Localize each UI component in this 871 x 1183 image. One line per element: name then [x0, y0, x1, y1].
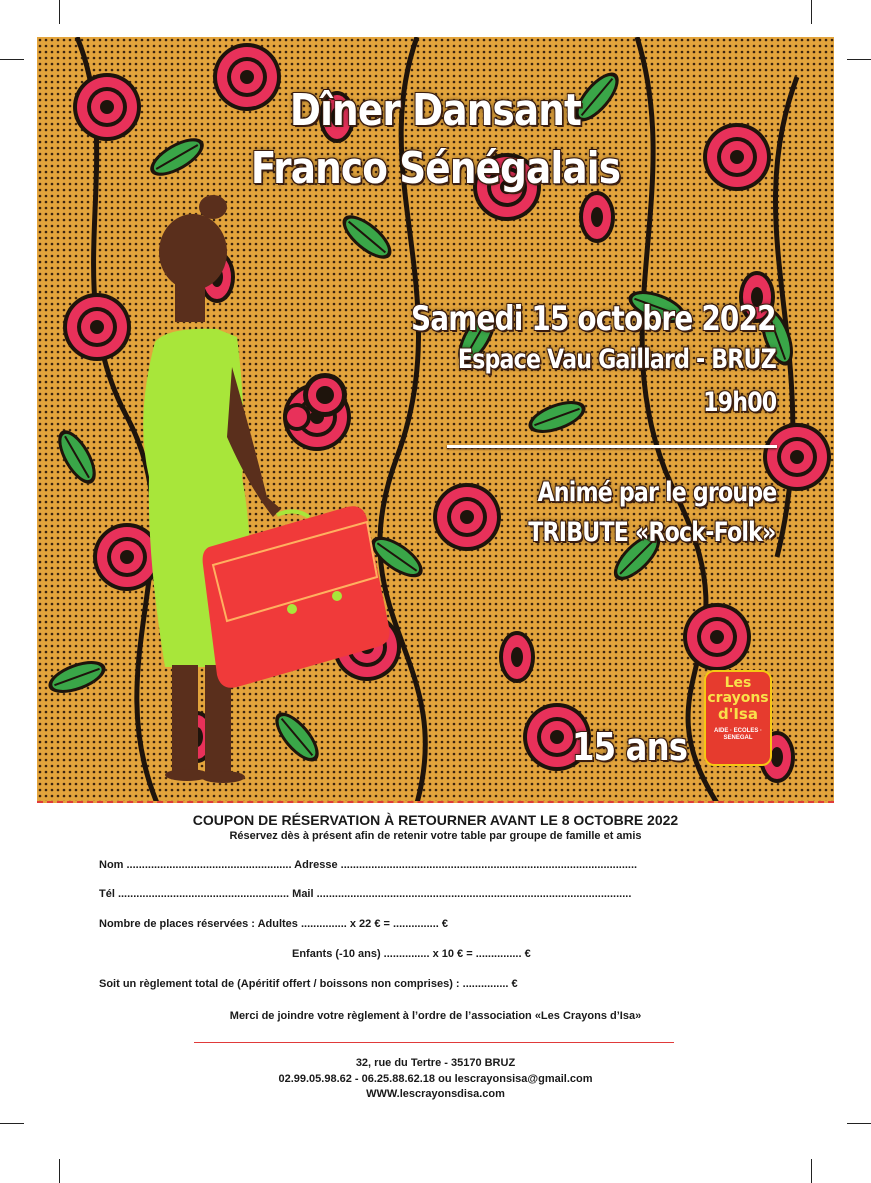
footer-address: 32, rue du Tertre - 35170 BRUZ	[355, 1057, 516, 1069]
crop-mark	[847, 59, 871, 60]
crop-mark	[0, 1123, 24, 1124]
band-line-1: Animé par le groupe	[536, 477, 776, 508]
form-line-name-address[interactable]: Nom ...................................................... Adresse .................................................................................................	[99, 859, 638, 871]
event-venue: Espace Vau Gaillard - BRUZ	[457, 344, 776, 375]
les-crayons-disa-logo	[704, 670, 772, 766]
crop-mark	[59, 1159, 60, 1183]
form-line-children[interactable]: Enfants (-10 ans) ............... x 10 € = ............... €	[292, 948, 531, 960]
logo-line-3: d'Isa	[718, 705, 758, 723]
footer-divider	[194, 1042, 674, 1043]
coupon-subheading: Réservez dès à présent afin de retenir votre table par groupe de famille et amis	[229, 830, 642, 842]
form-line-tel-mail[interactable]: Tél ........................................................ Mail .......................................................................................................	[99, 888, 632, 900]
form-line-total[interactable]: Soit un règlement total de (Apéritif offert / boissons non comprises) : ............... €	[99, 978, 518, 990]
crop-mark	[0, 59, 24, 60]
crop-mark	[59, 0, 60, 24]
payment-instruction: Merci de joindre votre règlement à l’ordre de l’association «Les Crayons d’Isa»	[229, 1010, 642, 1022]
event-time: 19h00	[702, 387, 776, 418]
poster-title-line-2: Franco Sénégalais	[250, 143, 621, 194]
crop-mark	[847, 1123, 871, 1124]
crop-mark	[811, 1159, 812, 1183]
footer-website: WWW.lescrayonsdisa.com	[366, 1088, 505, 1100]
poster-divider	[447, 445, 777, 448]
logo-line-1: Les	[724, 675, 752, 691]
logo-line-4: AIDE · ECOLES · SENEGAL	[713, 728, 762, 741]
band-line-2: TRIBUTE «Rock-Folk»	[528, 517, 776, 548]
poster-title-line-1: Dîner Dansant	[289, 85, 582, 136]
event-poster	[37, 37, 834, 803]
footer-contact: 02.99.05.98.62 - 06.25.88.62.18 ou lescrayonsisa@gmail.com	[278, 1073, 593, 1085]
coupon-heading: COUPON DE RÉSERVATION À RETOURNER AVANT LE 8 OCTOBRE 2022	[192, 812, 679, 828]
form-line-adults[interactable]: Nombre de places réservées : Adultes ............... x 22 € = ............... €	[99, 918, 448, 930]
logo-line-2: crayons	[707, 690, 769, 706]
event-date: Samedi 15 octobre 2022	[411, 299, 776, 339]
anniversary-label: 15 ans	[572, 725, 688, 769]
crop-mark	[811, 0, 812, 24]
